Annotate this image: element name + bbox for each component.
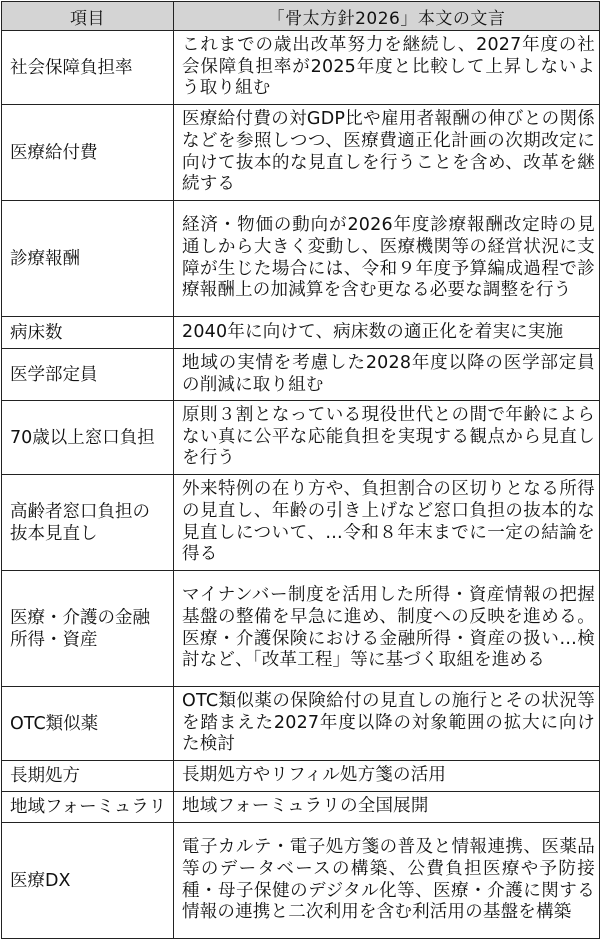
table-row (2, 571, 600, 687)
row-text: 2040年に向けて、病床数の適正化を着実に実施 (174, 317, 600, 349)
row-text: 経済・物価の動向が2026年度診療報酬改定時の見通しから大きく変動し、医療機関等の経営状況に支障が生じた場合には、令和９年度予算編成過程で診療報酬上の加減算を含む更なる必要な調整を行う (174, 201, 600, 317)
row-item: 病床数 (2, 317, 174, 349)
table-row (2, 349, 600, 401)
row-text: 地域の実情を考慮した2028年度以降の医学部定員の削減に取り組む (174, 349, 600, 401)
table-row (2, 317, 600, 349)
row-item: 医療DX (2, 823, 174, 939)
row-text: 原則３割となっている現役世代との間で年齢によらない真に公平な応能負担を実現する観点から見直しを行う (174, 401, 600, 475)
row-text: 電子カルテ・電子処方箋の普及と情報連携、医薬品等のデータベースの構築、公費負担医療や予防接種・母子保健のデジタル化等、医療・介護に関する情報の連携と二次利用を含む利活用の基盤を構築 (174, 823, 600, 939)
row-text: これまでの歳出改革努力を継続し、2027年度の社会保障負担率が2025年度と比較して上昇しないよう取り組む (174, 31, 600, 105)
header-row (2, 2, 600, 31)
row-item: 医療給付費 (2, 105, 174, 201)
row-item: 社会保障負担率 (2, 31, 174, 105)
row-text: 長期処方やリフィル処方箋の活用 (174, 761, 600, 792)
row-item: 70歳以上窓口負担 (2, 401, 174, 475)
row-text: 医療給付費の対GDP比や雇用者報酬の伸びとの関係などを参照しつつ、医療費適正化計画の次期改定に向けて抜本的な見直しを行うことを含め、改革を継続する (174, 105, 600, 201)
table-row (2, 823, 600, 939)
table-row (2, 687, 600, 761)
table-row (2, 401, 600, 475)
row-text: マイナンバー制度を活用した所得・資産情報の把握基盤の整備を早急に進め、制度への反映を進める。医療・介護保険における金融所得・資産の扱い…検討など、「改革工程」等に基づく取組を進める (174, 571, 600, 687)
table-row (2, 475, 600, 571)
table-row (2, 761, 600, 792)
row-text: 地域フォーミュラリの全国展開 (174, 792, 600, 823)
row-item: 長期処方 (2, 761, 174, 792)
row-text: 外来特例の在り方や、負担割合の区切りとなる所得の見直し、年齢の引き上げなど窓口負担の抜本的な見直しについて、…令和８年末までに一定の結論を得る (174, 475, 600, 571)
row-item: 高齢者窓口負担の抜本見直し (2, 475, 174, 571)
row-item: 医療・介護の金融所得・資産 (2, 571, 174, 687)
row-item: 診療報酬 (2, 201, 174, 317)
row-item: OTC類似薬 (2, 687, 174, 761)
row-item: 医学部定員 (2, 349, 174, 401)
table-row (2, 201, 600, 317)
policy-table (1, 1, 600, 939)
row-text: OTC類似薬の保険給付の見直しの施行とその状況等を踏まえた2027年度以降の対象範囲の拡大に向けた検討 (174, 687, 600, 761)
header-item: 項目 (2, 2, 174, 31)
table-row (2, 792, 600, 823)
row-item: 地域フォーミュラリ (2, 792, 174, 823)
header-text: 「骨太方針2026」本文の文言 (174, 2, 600, 31)
table-row (2, 31, 600, 105)
table-row (2, 105, 600, 201)
